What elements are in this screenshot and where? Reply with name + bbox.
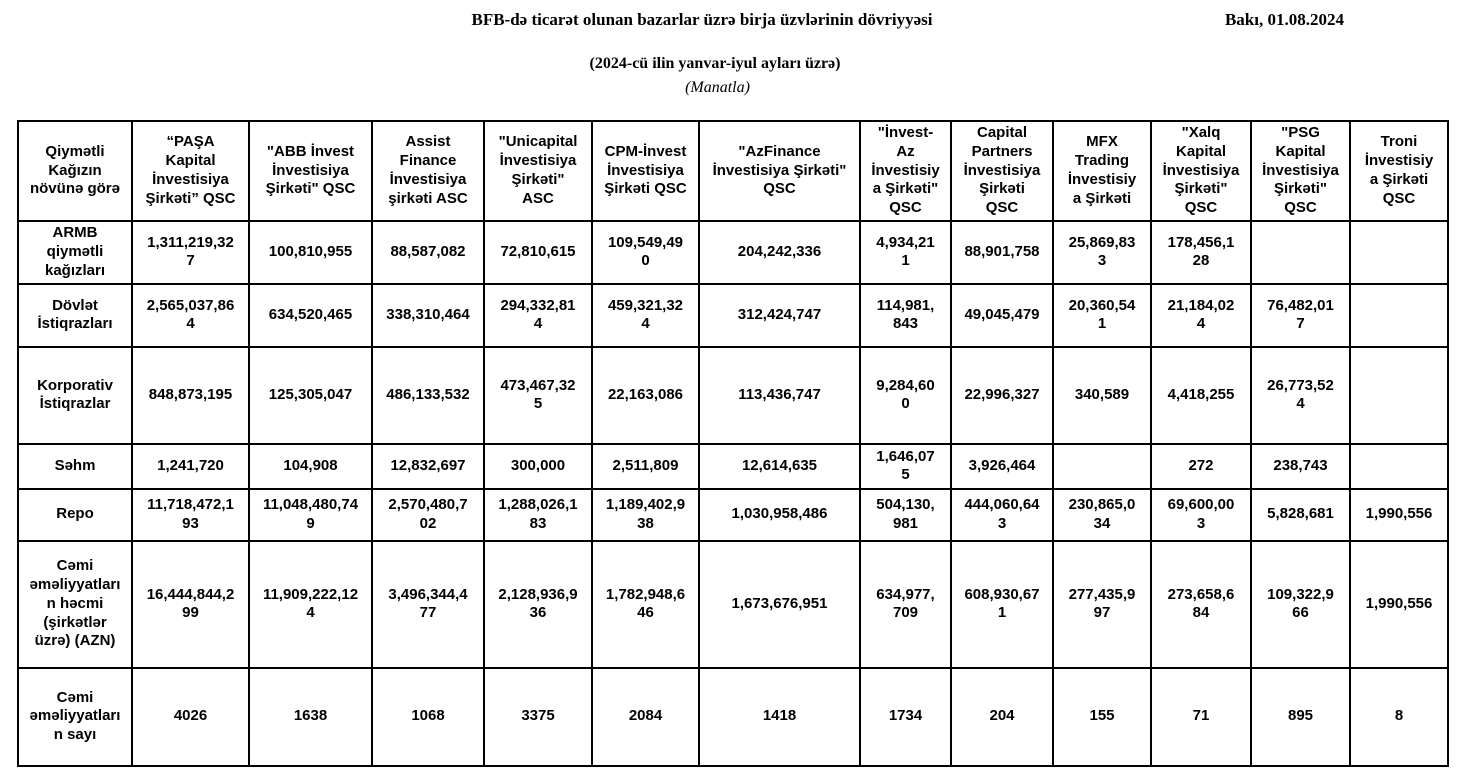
data-cell: 1,288,026,183 <box>484 489 592 541</box>
data-cell: 444,060,643 <box>951 489 1053 541</box>
data-cell <box>1251 221 1350 284</box>
column-header-abb-invest: "ABB İnvest İnvestisiya Şirkəti" QSC <box>249 121 372 221</box>
table-row-repo <box>18 489 1448 541</box>
data-cell: 69,600,003 <box>1151 489 1251 541</box>
data-cell: 20,360,541 <box>1053 284 1151 347</box>
data-cell <box>1350 347 1448 444</box>
data-cell: 2,570,480,702 <box>372 489 484 541</box>
data-cell: 340,589 <box>1053 347 1151 444</box>
data-cell <box>1053 444 1151 489</box>
data-cell <box>1350 444 1448 489</box>
column-header-capital-partners: Capital Partners İnvestisiya Şirkəti QSC <box>951 121 1053 221</box>
column-header-mfx-trading: MFX Trading İnvestisiya Şirkəti <box>1053 121 1151 221</box>
data-cell: 5,828,681 <box>1251 489 1350 541</box>
data-cell: 230,865,034 <box>1053 489 1151 541</box>
data-cell: 504,130,981 <box>860 489 951 541</box>
data-cell: 312,424,747 <box>699 284 860 347</box>
column-header-troni: Troni İnvestisiya Şirkəti QSC <box>1350 121 1448 221</box>
data-cell: 8 <box>1350 668 1448 766</box>
column-header-cpm-invest: CPM-İnvest İnvestisiya Şirkəti QSC <box>592 121 699 221</box>
data-cell: 4026 <box>132 668 249 766</box>
data-cell: 125,305,047 <box>249 347 372 444</box>
table-row-armb <box>18 221 1448 284</box>
data-cell: 71 <box>1151 668 1251 766</box>
table-row-sehm <box>18 444 1448 489</box>
column-header-unicapital: "Unicapital İnvestisiya Şirkəti" ASC <box>484 121 592 221</box>
row-label: Korporativ İstiqrazlar <box>18 347 132 444</box>
data-cell: 178,456,128 <box>1151 221 1251 284</box>
data-cell: 2,511,809 <box>592 444 699 489</box>
data-cell: 155 <box>1053 668 1151 766</box>
data-cell: 1734 <box>860 668 951 766</box>
data-cell: 72,810,615 <box>484 221 592 284</box>
data-cell: 1,241,720 <box>132 444 249 489</box>
data-cell: 1,990,556 <box>1350 541 1448 668</box>
data-cell: 473,467,325 <box>484 347 592 444</box>
data-cell: 1,646,075 <box>860 444 951 489</box>
data-cell: 895 <box>1251 668 1350 766</box>
data-cell: 12,832,697 <box>372 444 484 489</box>
column-header-assist-finance: Assist Finance İnvestisiya şirkəti ASC <box>372 121 484 221</box>
data-cell: 49,045,479 <box>951 284 1053 347</box>
data-cell: 634,520,465 <box>249 284 372 347</box>
table-row-cemi-hecmi <box>18 541 1448 668</box>
data-cell: 109,322,966 <box>1251 541 1350 668</box>
data-cell: 26,773,524 <box>1251 347 1350 444</box>
data-cell <box>1350 221 1448 284</box>
data-cell <box>1350 284 1448 347</box>
data-cell: 338,310,464 <box>372 284 484 347</box>
data-cell: 273,658,684 <box>1151 541 1251 668</box>
corner-header-cell: Qiymətli Kağızın növünə görə <box>18 121 132 221</box>
data-cell: 104,908 <box>249 444 372 489</box>
turnover-table <box>17 120 1449 767</box>
data-cell: 114,981,843 <box>860 284 951 347</box>
data-cell: 634,977,709 <box>860 541 951 668</box>
data-cell: 848,873,195 <box>132 347 249 444</box>
page-title: BFB-də ticarət olunan bazarlar üzrə birja üzvlərinin dövriyyəsi <box>471 10 933 29</box>
column-header-xalq-kapital: "Xalq Kapital İnvestisiya Şirkəti" QSC <box>1151 121 1251 221</box>
data-cell: 1418 <box>699 668 860 766</box>
data-cell: 109,549,490 <box>592 221 699 284</box>
data-cell: 277,435,997 <box>1053 541 1151 668</box>
data-cell: 3,496,344,477 <box>372 541 484 668</box>
data-cell: 1,782,948,646 <box>592 541 699 668</box>
data-cell: 1,311,219,327 <box>132 221 249 284</box>
data-cell: 2,128,936,936 <box>484 541 592 668</box>
data-cell: 204 <box>951 668 1053 766</box>
data-cell: 88,587,082 <box>372 221 484 284</box>
data-cell: 21,184,024 <box>1151 284 1251 347</box>
row-label: Dövlət İstiqrazları <box>18 284 132 347</box>
column-header-invest-az: "İnvest-Az İnvestisiya Şirkəti" QSC <box>860 121 951 221</box>
table-row-dovlet-istiqrazlari <box>18 284 1448 347</box>
data-cell: 88,901,758 <box>951 221 1053 284</box>
data-cell: 1,990,556 <box>1350 489 1448 541</box>
data-cell: 2084 <box>592 668 699 766</box>
data-cell: 1,673,676,951 <box>699 541 860 668</box>
data-cell: 113,436,747 <box>699 347 860 444</box>
data-cell: 100,810,955 <box>249 221 372 284</box>
period-subtitle: (2024-cü ilin yanvar-iyul ayları üzrə) <box>589 55 841 72</box>
data-cell: 25,869,833 <box>1053 221 1151 284</box>
data-cell: 1,030,958,486 <box>699 489 860 541</box>
row-label: Cəmi əməliyyatların sayı <box>18 668 132 766</box>
row-label: ARMB qiymətli kağızları <box>18 221 132 284</box>
table-row-cemi-sayi <box>18 668 1448 766</box>
table-row-korporativ-istiqrazlar <box>18 347 1448 444</box>
data-cell: 3,926,464 <box>951 444 1053 489</box>
data-cell: 11,048,480,749 <box>249 489 372 541</box>
data-cell: 12,614,635 <box>699 444 860 489</box>
data-cell: 2,565,037,864 <box>132 284 249 347</box>
location-date: Bakı, 01.08.2024 <box>1224 10 1344 29</box>
data-cell: 238,743 <box>1251 444 1350 489</box>
currency-note: (Manatla) <box>685 79 750 96</box>
data-cell: 608,930,671 <box>951 541 1053 668</box>
column-header-pasha-kapital: “PAŞA Kapital İnvestisiya Şirkəti” QSC <box>132 121 249 221</box>
data-cell: 294,332,814 <box>484 284 592 347</box>
data-cell: 3375 <box>484 668 592 766</box>
data-cell: 9,284,600 <box>860 347 951 444</box>
data-cell: 300,000 <box>484 444 592 489</box>
row-label: Cəmi əməliyyatların həcmi (şirkətlər üzrə) (AZN) <box>18 541 132 668</box>
row-label: Repo <box>18 489 132 541</box>
data-cell: 4,418,255 <box>1151 347 1251 444</box>
data-cell: 486,133,532 <box>372 347 484 444</box>
data-cell: 4,934,211 <box>860 221 951 284</box>
data-cell: 11,909,222,124 <box>249 541 372 668</box>
row-label: Səhm <box>18 444 132 489</box>
data-cell: 1638 <box>249 668 372 766</box>
data-cell: 1068 <box>372 668 484 766</box>
data-cell: 76,482,017 <box>1251 284 1350 347</box>
data-cell: 11,718,472,193 <box>132 489 249 541</box>
column-header-azfinance: "AzFinance İnvestisiya Şirkəti" QSC <box>699 121 860 221</box>
data-cell: 204,242,336 <box>699 221 860 284</box>
data-cell: 1,189,402,938 <box>592 489 699 541</box>
data-cell: 22,163,086 <box>592 347 699 444</box>
table-header-row <box>18 121 1448 221</box>
data-cell: 459,321,324 <box>592 284 699 347</box>
data-cell: 272 <box>1151 444 1251 489</box>
data-cell: 16,444,844,299 <box>132 541 249 668</box>
data-cell: 22,996,327 <box>951 347 1053 444</box>
column-header-psg-kapital: "PSG Kapital İnvestisiya Şirkəti" QSC <box>1251 121 1350 221</box>
